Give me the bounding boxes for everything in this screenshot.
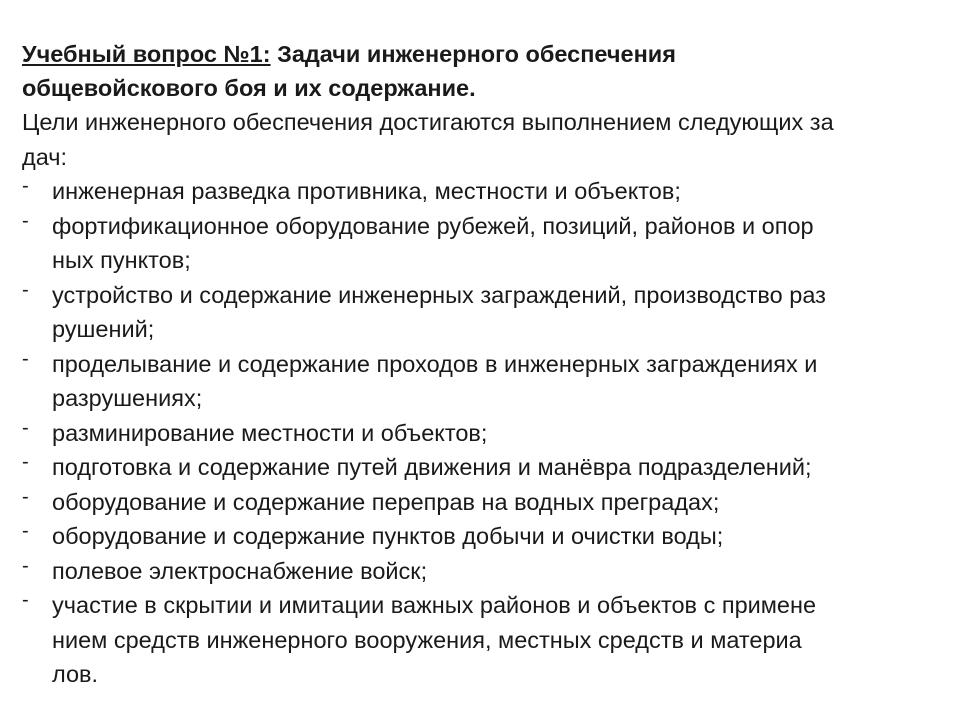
intro-line2: дач: <box>22 143 68 170</box>
task-item <box>22 416 942 451</box>
task-line: фортификационное оборудование рубежей, позиций, районов и опор <box>52 212 814 239</box>
intro-paragraph <box>22 105 942 174</box>
task-line: оборудование и содержание переправ на водных преградах; <box>52 488 720 515</box>
task-list <box>22 174 942 692</box>
task-item <box>22 347 942 416</box>
task-line: оборудование и содержание пунктов добычи и очистки воды; <box>52 523 724 549</box>
task-line: проделывание и содержание проходов в инженерных заграждениях и <box>52 350 818 377</box>
task-line: разминирование местности и объектов; <box>52 419 488 446</box>
bullet-dash: - <box>22 520 29 542</box>
bullet-dash: - <box>22 175 29 197</box>
task-line: рушений; <box>52 316 155 342</box>
title-text-line2: общевойскового боя и их содержание. <box>22 75 476 101</box>
task-line: устройство и содержание инженерных заграждений, производство раз <box>52 281 826 308</box>
slide-title <box>22 37 942 105</box>
bullet-dash: - <box>22 416 29 439</box>
task-line: участие в скрытии и имитации важных районов и объектов с примене <box>52 592 817 618</box>
task-line: инженерная разведка противника, местности и объектов; <box>52 178 681 204</box>
bullet-dash: - <box>22 554 29 577</box>
task-line: разрушениях; <box>52 385 203 411</box>
task-item <box>22 278 942 347</box>
task-line: нием средств инженерного вооружения, местных средств и материа <box>52 626 802 653</box>
title-text-line1: Задачи инженерного обеспечения <box>270 41 676 67</box>
task-item <box>22 174 942 209</box>
task-line: лов. <box>52 661 99 687</box>
task-item <box>22 209 942 278</box>
task-item <box>22 485 942 520</box>
bullet-dash: - <box>22 278 29 301</box>
task-item <box>22 450 942 485</box>
bullet-dash: - <box>22 209 29 232</box>
bullet-dash: - <box>22 589 29 611</box>
task-line: ных пунктов; <box>52 247 191 273</box>
task-line: подготовка и содержание путей движения и манёвра подразделений; <box>52 454 812 480</box>
question-label: Учебный вопрос №1: <box>22 41 271 67</box>
bullet-dash: - <box>22 347 29 370</box>
bullet-dash: - <box>22 485 29 508</box>
bullet-dash: - <box>22 451 29 473</box>
task-line: полевое электроснабжение войск; <box>52 557 428 584</box>
task-item <box>22 588 942 692</box>
slide-content <box>22 37 942 692</box>
task-item <box>22 554 942 589</box>
intro-line1: Цели инженерного обеспечения достигаются выполнением следующих за <box>22 109 834 135</box>
task-item <box>22 519 942 554</box>
